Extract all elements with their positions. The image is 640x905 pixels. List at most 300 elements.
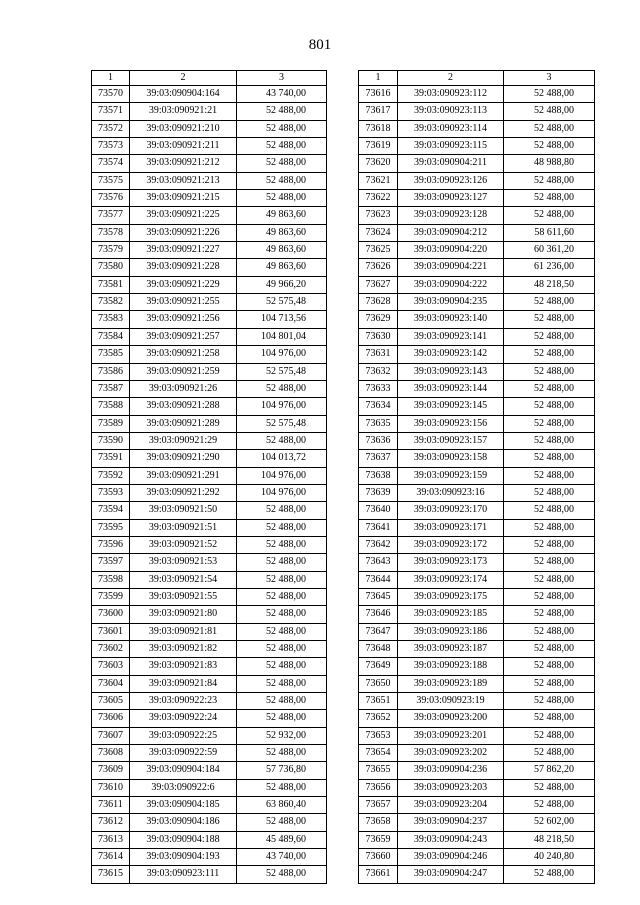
table-row xyxy=(359,172,595,189)
table-row xyxy=(359,346,595,363)
value-cell: 104 976,00 xyxy=(237,467,327,484)
row-number-cell: 73645 xyxy=(359,588,398,605)
row-number-cell: 73596 xyxy=(92,536,130,553)
cadastral-number-cell: 39:03:090921:29 xyxy=(130,432,237,449)
value-cell: 52 488,00 xyxy=(237,641,327,658)
table-row xyxy=(359,380,595,397)
cadastral-number-cell: 39:03:090921:81 xyxy=(130,623,237,640)
table-row xyxy=(92,138,327,155)
table-row xyxy=(359,294,595,311)
cadastral-number-cell: 39:03:090921:229 xyxy=(130,276,237,293)
row-number-cell: 73622 xyxy=(359,190,398,207)
value-cell: 52 488,00 xyxy=(504,207,595,224)
table-row xyxy=(92,294,327,311)
table-row xyxy=(92,259,327,276)
value-cell: 52 932,00 xyxy=(237,727,327,744)
table-row xyxy=(359,745,595,762)
cadastral-number-cell: 39:03:090921:51 xyxy=(130,519,237,536)
value-cell: 52 488,00 xyxy=(504,675,595,692)
value-cell: 52 488,00 xyxy=(237,588,327,605)
value-cell: 52 488,00 xyxy=(504,745,595,762)
value-cell: 52 488,00 xyxy=(504,588,595,605)
cadastral-number-cell: 39:03:090923:113 xyxy=(398,103,504,120)
row-number-cell: 73600 xyxy=(92,606,130,623)
row-number-cell: 73604 xyxy=(92,675,130,692)
cadastral-number-cell: 39:03:090904:243 xyxy=(398,831,504,848)
row-number-cell: 73571 xyxy=(92,103,130,120)
value-cell: 49 966,20 xyxy=(237,276,327,293)
value-cell: 52 488,00 xyxy=(237,190,327,207)
table-row xyxy=(359,207,595,224)
table-row xyxy=(92,346,327,363)
row-number-cell: 73632 xyxy=(359,363,398,380)
value-cell: 43 740,00 xyxy=(237,849,327,866)
cadastral-number-cell: 39:03:090923:186 xyxy=(398,623,504,640)
value-cell: 52 575,48 xyxy=(237,415,327,432)
table-row xyxy=(92,866,327,883)
row-number-cell: 73638 xyxy=(359,467,398,484)
value-cell: 52 488,00 xyxy=(504,519,595,536)
table-row xyxy=(359,536,595,553)
cadastral-number-cell: 39:03:090923:175 xyxy=(398,588,504,605)
table-row xyxy=(359,623,595,640)
row-number-cell: 73607 xyxy=(92,727,130,744)
value-cell: 57 862,20 xyxy=(504,762,595,779)
value-cell: 48 218,50 xyxy=(504,276,595,293)
value-cell: 52 488,00 xyxy=(237,623,327,640)
value-cell: 43 740,00 xyxy=(237,86,327,103)
table-row xyxy=(359,155,595,172)
row-number-cell: 73630 xyxy=(359,328,398,345)
value-cell: 52 488,00 xyxy=(237,155,327,172)
value-cell: 48 218,50 xyxy=(504,831,595,848)
table-row xyxy=(92,86,327,103)
column-header: 3 xyxy=(504,71,595,86)
row-number-cell: 73635 xyxy=(359,415,398,432)
row-number-cell: 73618 xyxy=(359,120,398,137)
table-row xyxy=(92,745,327,762)
cadastral-number-cell: 39:03:090923:143 xyxy=(398,363,504,380)
table-row xyxy=(359,675,595,692)
cadastral-number-cell: 39:03:090921:228 xyxy=(130,259,237,276)
cadastral-number-cell: 39:03:090921:257 xyxy=(130,328,237,345)
table-row xyxy=(92,484,327,501)
value-cell: 52 488,00 xyxy=(504,779,595,796)
table-row xyxy=(92,190,327,207)
table-row xyxy=(359,328,595,345)
table-row xyxy=(92,432,327,449)
value-cell: 52 488,00 xyxy=(504,294,595,311)
cadastral-number-cell: 39:03:090904:246 xyxy=(398,849,504,866)
row-number-cell: 73611 xyxy=(92,797,130,814)
table-row xyxy=(92,450,327,467)
table-row xyxy=(359,450,595,467)
value-cell: 52 488,00 xyxy=(504,536,595,553)
cadastral-number-cell: 39:03:090921:290 xyxy=(130,450,237,467)
table-row xyxy=(359,554,595,571)
page-number: 801 xyxy=(308,37,332,53)
row-number-cell: 73584 xyxy=(92,328,130,345)
table-row xyxy=(359,588,595,605)
row-number-cell: 73631 xyxy=(359,346,398,363)
cadastral-number-cell: 39:03:090923:112 xyxy=(398,86,504,103)
value-cell: 52 488,00 xyxy=(237,120,327,137)
value-cell: 52 488,00 xyxy=(504,311,595,328)
row-number-cell: 73581 xyxy=(92,276,130,293)
row-number-cell: 73601 xyxy=(92,623,130,640)
table-row xyxy=(92,675,327,692)
value-cell: 61 236,00 xyxy=(504,259,595,276)
value-cell: 52 488,00 xyxy=(504,467,595,484)
cadastral-number-cell: 39:03:090923:115 xyxy=(398,138,504,155)
table-row xyxy=(359,86,595,103)
cadastral-number-cell: 39:03:090921:291 xyxy=(130,467,237,484)
table-row xyxy=(92,536,327,553)
column-header: 1 xyxy=(359,71,398,86)
value-cell: 52 488,00 xyxy=(504,120,595,137)
row-number-cell: 73577 xyxy=(92,207,130,224)
table-row xyxy=(359,415,595,432)
value-cell: 49 863,60 xyxy=(237,259,327,276)
value-cell: 48 988,80 xyxy=(504,155,595,172)
table-row xyxy=(92,363,327,380)
table-row xyxy=(359,831,595,848)
value-cell: 49 863,60 xyxy=(237,242,327,259)
row-number-cell: 73590 xyxy=(92,432,130,449)
table-row xyxy=(359,363,595,380)
row-number-cell: 73625 xyxy=(359,242,398,259)
cadastral-number-cell: 39:03:090904:211 xyxy=(398,155,504,172)
value-cell: 52 488,00 xyxy=(504,103,595,120)
cadastral-number-cell: 39:03:090923:141 xyxy=(398,328,504,345)
value-cell: 52 488,00 xyxy=(504,86,595,103)
row-number-cell: 73634 xyxy=(359,398,398,415)
value-cell: 52 488,00 xyxy=(237,710,327,727)
row-number-cell: 73588 xyxy=(92,398,130,415)
cadastral-number-cell: 39:03:090923:142 xyxy=(398,346,504,363)
row-number-cell: 73661 xyxy=(359,866,398,883)
cadastral-number-cell: 39:03:090904:220 xyxy=(398,242,504,259)
cadastral-number-cell: 39:03:090922:59 xyxy=(130,745,237,762)
table-row xyxy=(359,710,595,727)
value-cell: 52 488,00 xyxy=(237,571,327,588)
value-cell: 52 488,00 xyxy=(237,779,327,796)
cadastral-number-cell: 39:03:090923:185 xyxy=(398,606,504,623)
value-cell: 52 488,00 xyxy=(504,606,595,623)
value-cell: 52 488,00 xyxy=(504,415,595,432)
table-row xyxy=(359,849,595,866)
value-cell: 52 488,00 xyxy=(504,554,595,571)
row-number-cell: 73593 xyxy=(92,484,130,501)
cadastral-number-cell: 39:03:090921:227 xyxy=(130,242,237,259)
row-number-cell: 73616 xyxy=(359,86,398,103)
value-cell: 52 488,00 xyxy=(237,380,327,397)
value-cell: 57 736,80 xyxy=(237,762,327,779)
row-number-cell: 73637 xyxy=(359,450,398,467)
row-number-cell: 73570 xyxy=(92,86,130,103)
value-cell: 52 488,00 xyxy=(504,450,595,467)
row-number-cell: 73614 xyxy=(92,849,130,866)
table-row xyxy=(359,779,595,796)
value-cell: 60 361,20 xyxy=(504,242,595,259)
row-number-cell: 73597 xyxy=(92,554,130,571)
table-header-row xyxy=(92,71,327,86)
row-number-cell: 73573 xyxy=(92,138,130,155)
table-row xyxy=(359,138,595,155)
row-number-cell: 73657 xyxy=(359,797,398,814)
value-cell: 104 013,72 xyxy=(237,450,327,467)
row-number-cell: 73650 xyxy=(359,675,398,692)
table-row xyxy=(359,571,595,588)
table-row xyxy=(359,242,595,259)
table-row xyxy=(92,120,327,137)
row-number-cell: 73587 xyxy=(92,380,130,397)
cadastral-number-cell: 39:03:090923:19 xyxy=(398,693,504,710)
cadastral-number-cell: 39:03:090923:189 xyxy=(398,675,504,692)
row-number-cell: 73628 xyxy=(359,294,398,311)
row-number-cell: 73603 xyxy=(92,658,130,675)
table-row xyxy=(359,259,595,276)
table-row xyxy=(359,866,595,883)
table-row xyxy=(92,606,327,623)
row-number-cell: 73644 xyxy=(359,571,398,588)
cadastral-number-cell: 39:03:090921:21 xyxy=(130,103,237,120)
row-number-cell: 73646 xyxy=(359,606,398,623)
cadastral-number-cell: 39:03:090923:145 xyxy=(398,398,504,415)
cadastral-number-cell: 39:03:090923:111 xyxy=(130,866,237,883)
column-header: 3 xyxy=(237,71,327,86)
cadastral-number-cell: 39:03:090923:157 xyxy=(398,432,504,449)
cadastral-number-cell: 39:03:090921:26 xyxy=(130,380,237,397)
value-cell: 49 863,60 xyxy=(237,207,327,224)
table-row xyxy=(359,120,595,137)
row-number-cell: 73642 xyxy=(359,536,398,553)
row-number-cell: 73639 xyxy=(359,484,398,501)
cadastral-number-cell: 39:03:090922:25 xyxy=(130,727,237,744)
cadastral-number-cell: 39:03:090904:184 xyxy=(130,762,237,779)
row-number-cell: 73655 xyxy=(359,762,398,779)
row-number-cell: 73609 xyxy=(92,762,130,779)
row-number-cell: 73589 xyxy=(92,415,130,432)
table-row xyxy=(359,103,595,120)
value-cell: 52 488,00 xyxy=(237,658,327,675)
row-number-cell: 73658 xyxy=(359,814,398,831)
row-number-cell: 73572 xyxy=(92,120,130,137)
table-row xyxy=(92,415,327,432)
row-number-cell: 73606 xyxy=(92,710,130,727)
row-number-cell: 73612 xyxy=(92,814,130,831)
table-row xyxy=(92,519,327,536)
table-row xyxy=(359,606,595,623)
row-number-cell: 73629 xyxy=(359,311,398,328)
table-row xyxy=(92,831,327,848)
table-row xyxy=(92,380,327,397)
value-cell: 52 488,00 xyxy=(504,138,595,155)
value-cell: 52 488,00 xyxy=(504,380,595,397)
table-row xyxy=(92,311,327,328)
cadastral-number-cell: 39:03:090921:84 xyxy=(130,675,237,692)
column-header: 2 xyxy=(130,71,237,86)
row-number-cell: 73594 xyxy=(92,502,130,519)
cadastral-number-cell: 39:03:090921:213 xyxy=(130,172,237,189)
row-number-cell: 73652 xyxy=(359,710,398,727)
value-cell: 52 488,00 xyxy=(504,727,595,744)
row-number-cell: 73591 xyxy=(92,450,130,467)
row-number-cell: 73648 xyxy=(359,641,398,658)
table-row xyxy=(359,398,595,415)
cadastral-number-cell: 39:03:090923:187 xyxy=(398,641,504,658)
value-cell: 52 488,00 xyxy=(237,866,327,883)
row-number-cell: 73574 xyxy=(92,155,130,172)
value-cell: 52 488,00 xyxy=(237,502,327,519)
cadastral-number-cell: 39:03:090923:171 xyxy=(398,519,504,536)
cadastral-number-cell: 39:03:090904:186 xyxy=(130,814,237,831)
value-cell: 52 488,00 xyxy=(504,190,595,207)
cadastral-number-cell: 39:03:090923:203 xyxy=(398,779,504,796)
row-number-cell: 73656 xyxy=(359,779,398,796)
table-row xyxy=(92,103,327,120)
cadastral-number-cell: 39:03:090904:188 xyxy=(130,831,237,848)
table-row xyxy=(359,519,595,536)
row-number-cell: 73643 xyxy=(359,554,398,571)
table-row xyxy=(92,641,327,658)
value-cell: 52 488,00 xyxy=(237,519,327,536)
value-cell: 52 488,00 xyxy=(237,745,327,762)
row-number-cell: 73647 xyxy=(359,623,398,640)
row-number-cell: 73613 xyxy=(92,831,130,848)
value-cell: 52 488,00 xyxy=(504,398,595,415)
cadastral-number-cell: 39:03:090904:164 xyxy=(130,86,237,103)
cadastral-number-cell: 39:03:090923:158 xyxy=(398,450,504,467)
value-cell: 104 976,00 xyxy=(237,398,327,415)
table-row xyxy=(92,814,327,831)
table-row xyxy=(92,172,327,189)
cadastral-number-cell: 39:03:090921:83 xyxy=(130,658,237,675)
cadastral-number-cell: 39:03:090904:222 xyxy=(398,276,504,293)
left-table xyxy=(91,70,327,884)
row-number-cell: 73583 xyxy=(92,311,130,328)
cadastral-number-cell: 39:03:090921:55 xyxy=(130,588,237,605)
column-header: 2 xyxy=(398,71,504,86)
value-cell: 63 860,40 xyxy=(237,797,327,814)
row-number-cell: 73641 xyxy=(359,519,398,536)
cadastral-number-cell: 39:03:090923:201 xyxy=(398,727,504,744)
value-cell: 52 488,00 xyxy=(504,797,595,814)
row-number-cell: 73619 xyxy=(359,138,398,155)
table-row xyxy=(92,155,327,172)
cadastral-number-cell: 39:03:090923:159 xyxy=(398,467,504,484)
value-cell: 45 489,60 xyxy=(237,831,327,848)
table-row xyxy=(92,762,327,779)
value-cell: 58 611,60 xyxy=(504,224,595,241)
cadastral-number-cell: 39:03:090921:226 xyxy=(130,224,237,241)
cadastral-number-cell: 39:03:090923:140 xyxy=(398,311,504,328)
row-number-cell: 73582 xyxy=(92,294,130,311)
cadastral-number-cell: 39:03:090922:23 xyxy=(130,693,237,710)
table-row xyxy=(92,693,327,710)
cadastral-number-cell: 39:03:090904:212 xyxy=(398,224,504,241)
table-row xyxy=(92,658,327,675)
value-cell: 52 488,00 xyxy=(504,866,595,883)
cadastral-number-cell: 39:03:090904:235 xyxy=(398,294,504,311)
cadastral-number-cell: 39:03:090921:215 xyxy=(130,190,237,207)
row-number-cell: 73651 xyxy=(359,693,398,710)
cadastral-number-cell: 39:03:090923:202 xyxy=(398,745,504,762)
row-number-cell: 73576 xyxy=(92,190,130,207)
table-row xyxy=(359,432,595,449)
row-number-cell: 73627 xyxy=(359,276,398,293)
cadastral-number-cell: 39:03:090921:255 xyxy=(130,294,237,311)
value-cell: 52 488,00 xyxy=(237,675,327,692)
row-number-cell: 73626 xyxy=(359,259,398,276)
table-row xyxy=(92,207,327,224)
row-number-cell: 73660 xyxy=(359,849,398,866)
cadastral-number-cell: 39:03:090923:144 xyxy=(398,380,504,397)
value-cell: 52 488,00 xyxy=(237,693,327,710)
cadastral-number-cell: 39:03:090923:127 xyxy=(398,190,504,207)
cadastral-number-cell: 39:03:090921:258 xyxy=(130,346,237,363)
value-cell: 52 488,00 xyxy=(237,172,327,189)
cadastral-number-cell: 39:03:090921:52 xyxy=(130,536,237,553)
table-row xyxy=(92,502,327,519)
table-row xyxy=(92,797,327,814)
cadastral-number-cell: 39:03:090923:170 xyxy=(398,502,504,519)
cadastral-number-cell: 39:03:090922:6 xyxy=(130,779,237,796)
cadastral-number-cell: 39:03:090923:200 xyxy=(398,710,504,727)
cadastral-number-cell: 39:03:090923:16 xyxy=(398,484,504,501)
value-cell: 52 488,00 xyxy=(237,103,327,120)
row-number-cell: 73599 xyxy=(92,588,130,605)
value-cell: 52 488,00 xyxy=(504,484,595,501)
value-cell: 52 575,48 xyxy=(237,363,327,380)
cadastral-number-cell: 39:03:090923:188 xyxy=(398,658,504,675)
value-cell: 52 488,00 xyxy=(504,328,595,345)
row-number-cell: 73615 xyxy=(92,866,130,883)
table-header-row xyxy=(359,71,595,86)
row-number-cell: 73653 xyxy=(359,727,398,744)
row-number-cell: 73610 xyxy=(92,779,130,796)
table-row xyxy=(359,224,595,241)
table-row xyxy=(359,467,595,484)
table-row xyxy=(92,467,327,484)
value-cell: 52 488,00 xyxy=(237,432,327,449)
row-number-cell: 73659 xyxy=(359,831,398,848)
table-row xyxy=(359,693,595,710)
table-row xyxy=(359,762,595,779)
cadastral-number-cell: 39:03:090921:54 xyxy=(130,571,237,588)
cadastral-number-cell: 39:03:090921:259 xyxy=(130,363,237,380)
cadastral-number-cell: 39:03:090904:221 xyxy=(398,259,504,276)
cadastral-number-cell: 39:03:090923:204 xyxy=(398,797,504,814)
cadastral-number-cell: 39:03:090921:292 xyxy=(130,484,237,501)
table-row xyxy=(92,727,327,744)
cadastral-number-cell: 39:03:090921:225 xyxy=(130,207,237,224)
row-number-cell: 73636 xyxy=(359,432,398,449)
value-cell: 52 602,00 xyxy=(504,814,595,831)
row-number-cell: 73575 xyxy=(92,172,130,189)
row-number-cell: 73578 xyxy=(92,224,130,241)
value-cell: 40 240,80 xyxy=(504,849,595,866)
table-row xyxy=(359,814,595,831)
cadastral-number-cell: 39:03:090921:289 xyxy=(130,415,237,432)
value-cell: 104 976,00 xyxy=(237,484,327,501)
value-cell: 104 713,56 xyxy=(237,311,327,328)
table-row xyxy=(359,658,595,675)
value-cell: 49 863,60 xyxy=(237,224,327,241)
row-number-cell: 73640 xyxy=(359,502,398,519)
cadastral-number-cell: 39:03:090921:80 xyxy=(130,606,237,623)
row-number-cell: 73620 xyxy=(359,155,398,172)
